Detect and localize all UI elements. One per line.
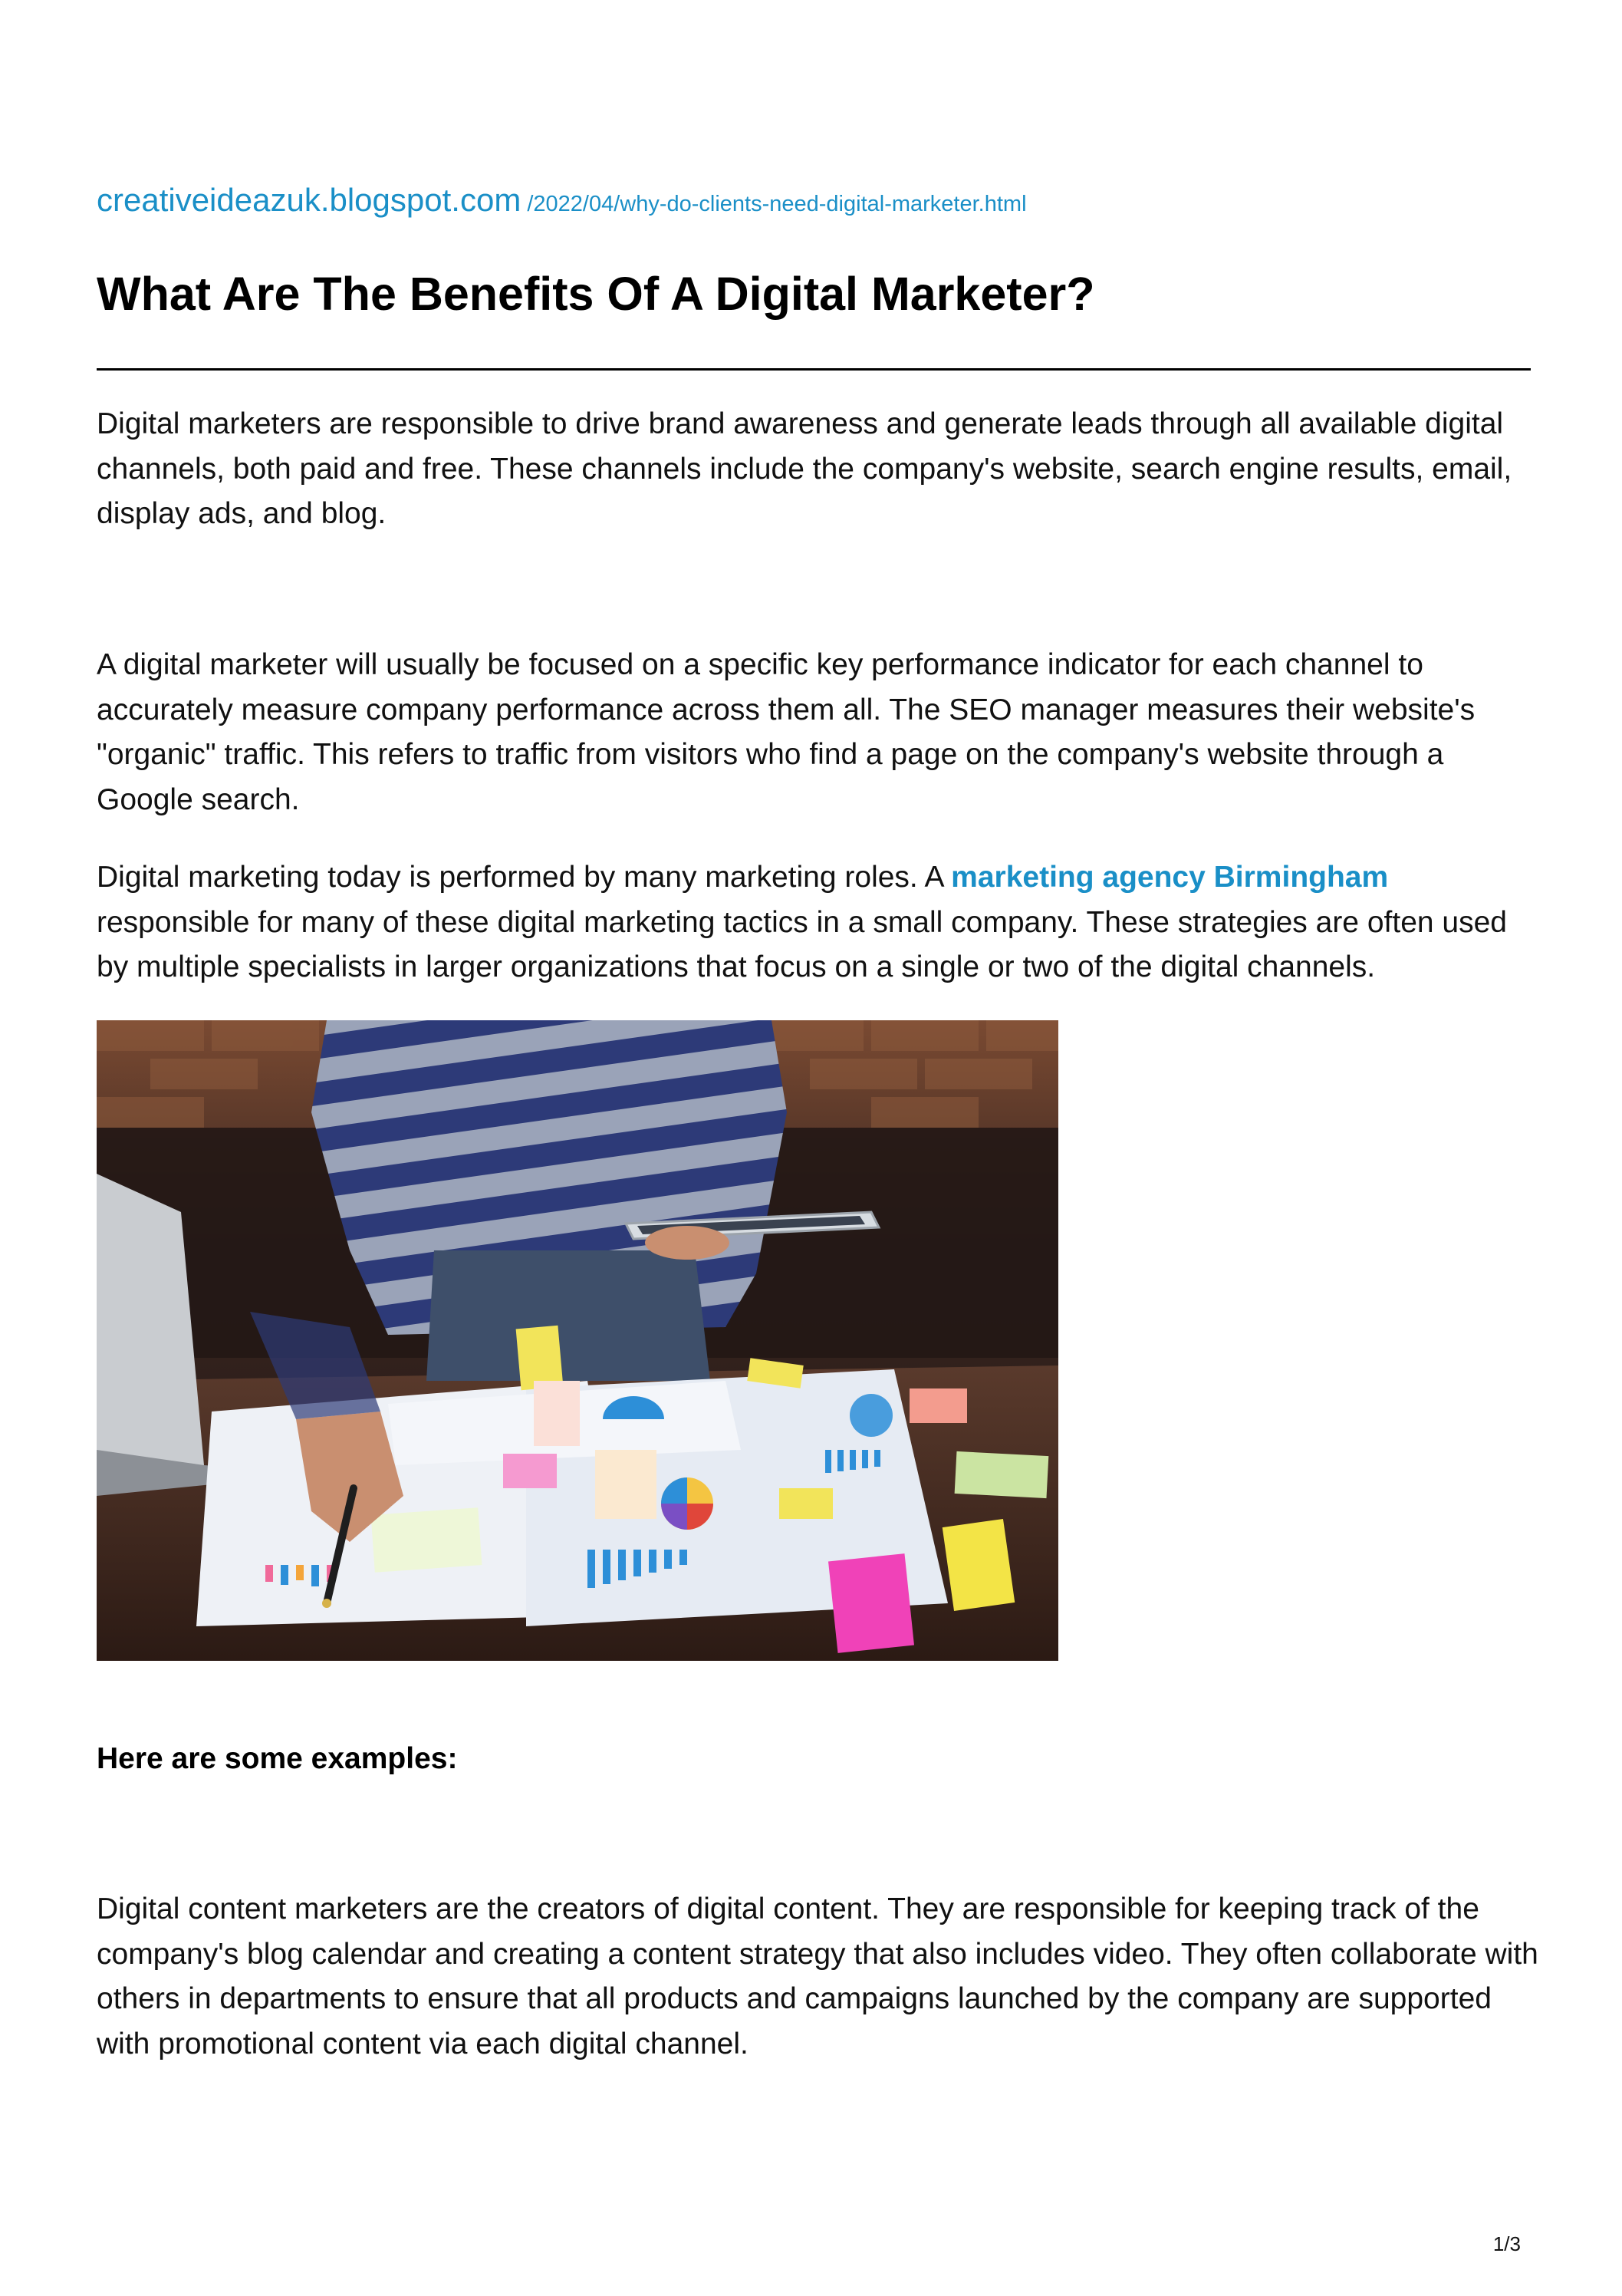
paragraph-roles-text-start: Digital marketing today is performed by many marketing roles. A (97, 861, 952, 894)
article-photo (97, 1020, 1058, 1661)
source-url (97, 184, 1027, 216)
examples-heading: Here are some examples: (97, 1742, 458, 1775)
paragraph-kpi: A digital marketer will usually be focused on a specific key performance indicator for each channel to accurately measure company performance across them all. The SEO manager measures their website's "organic" traffic. This refers to traffic from visitors who find a page on the company's website through a Google search. (97, 648, 1476, 816)
title-divider (97, 368, 1531, 371)
source-path-link[interactable]: /2022/04/why-do-clients-need-digital-marketer.html (527, 192, 1027, 216)
marketing-desk-illustration (97, 1020, 1058, 1661)
paragraph-roles (97, 855, 1538, 990)
source-domain-link[interactable]: creativeideazuk.blogspot.com (97, 182, 521, 218)
page-number: 1/3 (1492, 2232, 1521, 2255)
paragraph-intro: Digital marketers are responsible to drive brand awareness and generate leads through all available digital channels, both paid and free. These channels include the company's website, search engine results, email, display ads, and blog. (97, 407, 1512, 530)
paragraph-roles-text-end: responsible for many of these digital marketing tactics in a small company. These strategies are often used by multiple specialists in larger organizations that focus on a single or two of the digital channels. (97, 905, 1507, 983)
marketing-agency-link[interactable]: marketing agency Birmingham (951, 861, 1389, 894)
paragraph-content-marketers: Digital content marketers are the creators of digital content. They are responsible for keeping track of the company's blog calendar and creating a content strategy that also includes video. They often collaborate with others in departments to ensure that all products and campaigns launched by the company are supported with promotional content via each digital channel. (97, 1892, 1538, 2060)
article-title: What Are The Benefits Of A Digital Marketer? (97, 268, 1095, 320)
